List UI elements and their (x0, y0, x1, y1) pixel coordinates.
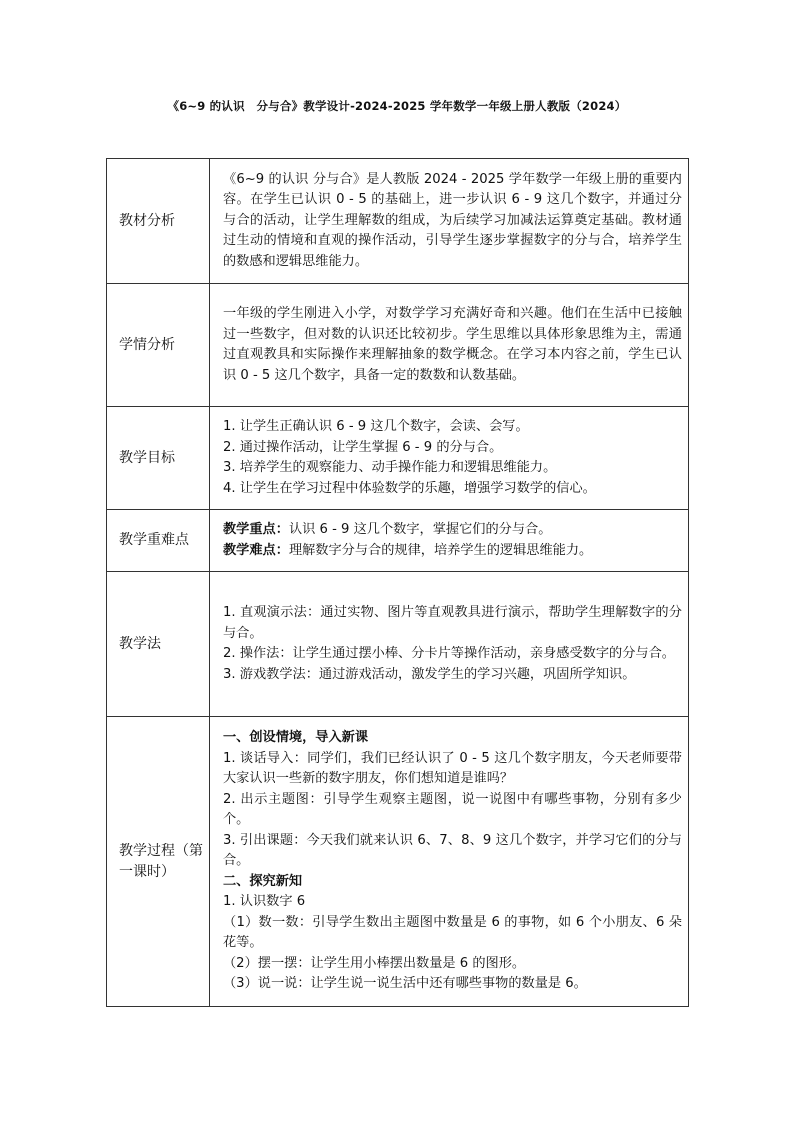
row-label-students: 学情分析 (107, 284, 210, 407)
students-text: 一年级的学生刚进入小学，对数学学习充满好奇和兴趣。他们在生活中已接触过一些数字，但对数的认识还比较初步。学生思维以具体形象思维为主，需通过直观教具和实际操作来理解抽象的数学概念。在学习本内容之前，学生已认识 0 - 5 这几个数字，具备一定的数数和认数基础。 (223, 306, 682, 383)
row-content-goals (210, 407, 689, 510)
method-item: 2. 操作法：让学生通过摆小棒、分卡片等操作活动，亲身感受数字的分与合。 (223, 646, 675, 661)
row-label-methods: 教学法 (107, 572, 210, 717)
goal-item: 4. 让学生在学习过程中体验数学的乐趣，增强学习数学的信心。 (223, 480, 596, 496)
goal-item: 2. 通过操作活动，让学生掌握 6 - 9 的分与合。 (223, 439, 503, 455)
analysis-text: 《6~9 的认识 分与合》是人教版 2024 - 2025 学年数学一年级上册的重要内容。在学生已认识 0 - 5 的基础上，进一步认识 6 - 9 这几个数字，并通过分与合的活动，让学生理解数的组成，为后续学习加减法运算奠定基础。教材通过生动的情境和直观的操作活动，引导学生逐步掌握数字的分与合，培养学生的数感和逻辑思维能力。 (223, 171, 682, 269)
section-heading: 一、创设情境，导入新课 (223, 730, 369, 746)
table-row (107, 407, 689, 510)
process-subheading: 1. 认识数字 6 (223, 894, 306, 910)
table-row (107, 159, 689, 284)
goal-item: 1. 让学生正确认识 6 - 9 这几个数字，会读、会写。 (223, 419, 529, 434)
difficult-point-text: 理解数字分与合的规律，培养学生的逻辑思维能力。 (288, 542, 593, 558)
difficult-point-label: 教学难点： (223, 542, 289, 558)
difficult-point (223, 541, 682, 562)
row-label-goals: 教学目标 (107, 407, 210, 510)
row-content-focus (210, 510, 689, 572)
table-row (107, 717, 689, 1007)
table-row (107, 572, 689, 717)
process-item: 1. 谈话导入：同学们，我们已经认识了 0 - 5 这几个数字朋友，今天老师要带大家认识一些新的数字朋友，你们想知道是谁吗？ (223, 750, 682, 787)
key-point-label: 教学重点： (223, 522, 289, 537)
lesson-plan-table (106, 158, 689, 1007)
key-point (223, 520, 682, 541)
row-content-methods (210, 572, 689, 717)
row-label-analysis: 教材分析 (107, 159, 210, 284)
key-point-text: 认识 6 - 9 这几个数字，掌握它们的分与合。 (288, 522, 552, 537)
section-heading: 二、探究新知 (223, 873, 303, 889)
row-content-process (210, 717, 689, 1007)
row-label-process: 教学过程（第一课时） (107, 717, 210, 1007)
document-title: 《6~9 的认识 分与合》教学设计-2024-2025 学年数学一年级上册人教版（2024） (167, 99, 627, 113)
method-item: 3. 游戏教学法：通过游戏活动，激发学生的学习兴趣，巩固所学知识。 (223, 666, 636, 682)
row-content-analysis (210, 159, 689, 284)
table-row (107, 284, 689, 407)
row-label-focus: 教学重难点 (107, 510, 210, 572)
method-item: 1. 直观演示法：通过实物、图片等直观教具进行演示，帮助学生理解数字的分与合。 (223, 605, 682, 641)
process-item: （2）摆一摆：让学生用小棒摆出数量是 6 的图形。 (223, 955, 526, 971)
process-item: 2. 出示主题图：引导学生观察主题图，说一说图中有哪些事物，分别有多少个。 (223, 791, 682, 828)
process-item: 3. 引出课题：今天我们就来认识 6、7、8、9 这几个数字，并学习它们的分与合。 (223, 832, 682, 869)
process-item: （3）说一说：让学生说一说生活中还有哪些事物的数量是 6。 (223, 976, 587, 992)
goal-item: 3. 培养学生的观察能力、动手操作能力和逻辑思维能力。 (223, 460, 557, 475)
process-item: （1）数一数：引导学生数出主题图中数量是 6 的事物，如 6 个小朋友、6 朵花等。 (223, 914, 682, 951)
row-content-students (210, 284, 689, 407)
table-row (107, 510, 689, 572)
